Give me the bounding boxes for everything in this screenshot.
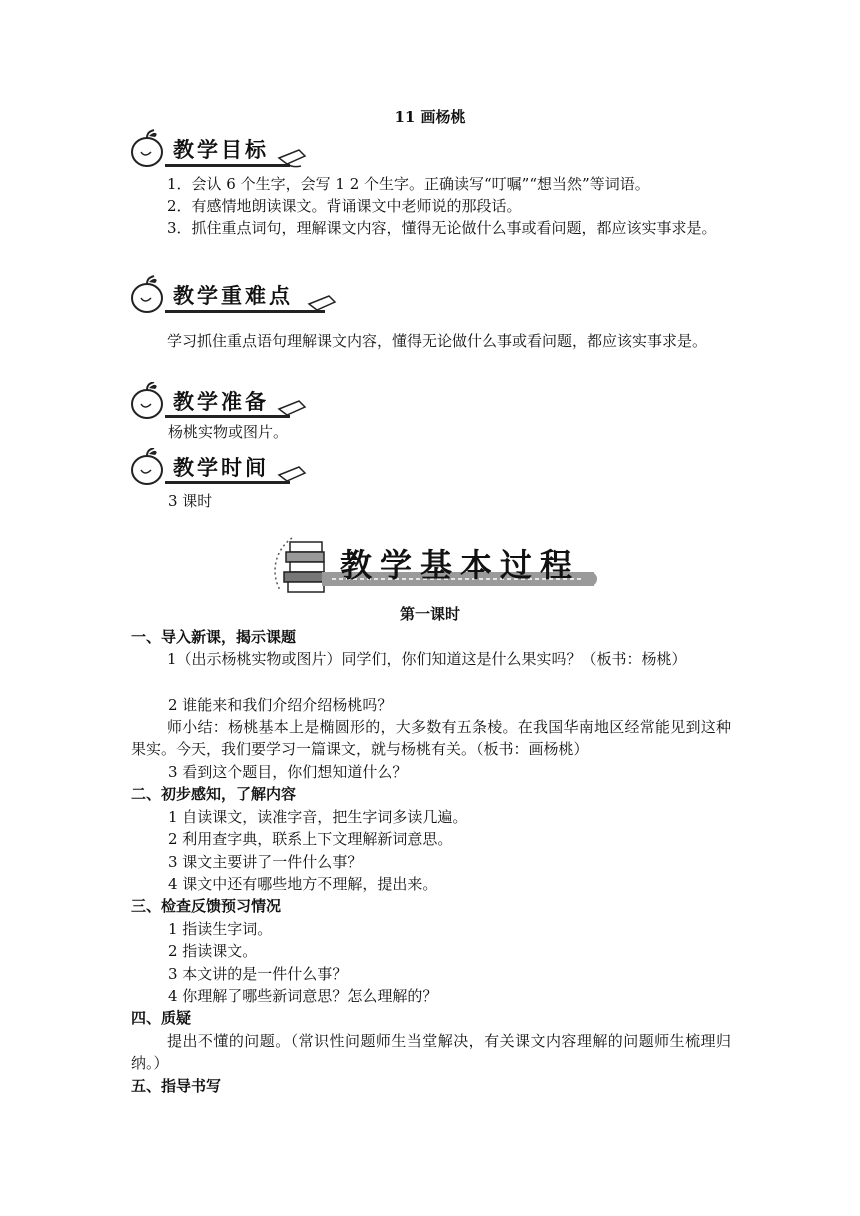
section-heading-goals: 教学目标 <box>173 138 269 162</box>
part-3-line-1: 1 指读生字词。 <box>168 920 273 938</box>
part-3-line-3: 3 本文讲的是一件什么事？ <box>168 965 348 983</box>
process-banner <box>262 528 602 608</box>
part-2-line-2: 2 利用查字典，联系上下文理解新词意思。 <box>168 830 453 848</box>
part-2-line-1: 1 自读课文，读准字音，把生字词多读几遍。 <box>168 808 468 826</box>
part-2-line-3: 3 课文主要讲了一件什么事？ <box>168 853 363 871</box>
section-heading-time: 教学时间 <box>173 456 269 480</box>
part-3-line-4: 4 你理解了哪些新词意思？怎么理解的？ <box>168 987 438 1005</box>
part-1-line-1: 1（出示杨桃实物或图片）同学们，你们知道这是什么果实吗？（板书：杨桃） <box>167 650 687 668</box>
time-text: 3 课时 <box>168 492 213 510</box>
part-4-line-1: 提出不懂的问题。（常识性问题师生当堂解决，有关课文内容理解的问题师生梳理归纳。） <box>131 1032 731 1072</box>
section-heading-preparation: 教学准备 <box>173 390 269 414</box>
lesson-title: 第一课时 <box>399 605 460 623</box>
section-banner-goals <box>129 128 309 168</box>
preparation-text: 杨桃实物或图片。 <box>168 423 289 441</box>
section-heading-key-points: 教学重难点 <box>173 284 293 308</box>
part-1-line-3: 师小结：杨桃基本上是椭圆形的，大多数有五条棱。在我国华南地区经常能见到这种果实。今天，我们要学习一篇课文，就与杨桃有关。（板书：画杨桃） <box>131 718 731 758</box>
section-banner-preparation <box>129 382 309 422</box>
key-points-text: 学习抓住重点语句理解课文内容，懂得无论做什么事或看问题，都应该实事求是。 <box>167 332 708 350</box>
goal-item-1: 1．会认 6 个生字，会写 1 2 个生字。正确读写“叮嘱”“想当然”等词语。 <box>167 175 650 193</box>
section-banner-key-points <box>129 274 339 314</box>
part-heading-4: 四、质疑 <box>131 1009 192 1027</box>
process-banner-title: 教学基本过程 <box>340 546 581 584</box>
part-3-line-2: 2 指读课文。 <box>168 942 258 960</box>
part-heading-2: 二、初步感知，了解内容 <box>131 785 297 803</box>
goal-item-3: 3．抓住重点词句，理解课文内容，懂得无论做什么事或看问题，都应该实事求是。 <box>167 219 717 237</box>
part-1-line-4: 3 看到这个题目，你们想知道什么？ <box>168 763 408 781</box>
document-title: 11 画杨桃 <box>394 108 466 126</box>
section-banner-time <box>129 448 309 488</box>
part-heading-3: 三、检查反馈预习情况 <box>131 897 282 915</box>
part-1-line-2: 2 谁能来和我们介绍介绍杨桃吗？ <box>168 696 393 714</box>
part-heading-5: 五、指导书写 <box>131 1077 222 1095</box>
part-2-line-4: 4 课文中还有哪些地方不理解，提出来。 <box>168 875 438 893</box>
part-heading-1: 一、导入新课，揭示课题 <box>131 628 297 646</box>
goal-item-2: 2．有感情地朗读课文。背诵课文中老师说的那段话。 <box>167 197 522 215</box>
